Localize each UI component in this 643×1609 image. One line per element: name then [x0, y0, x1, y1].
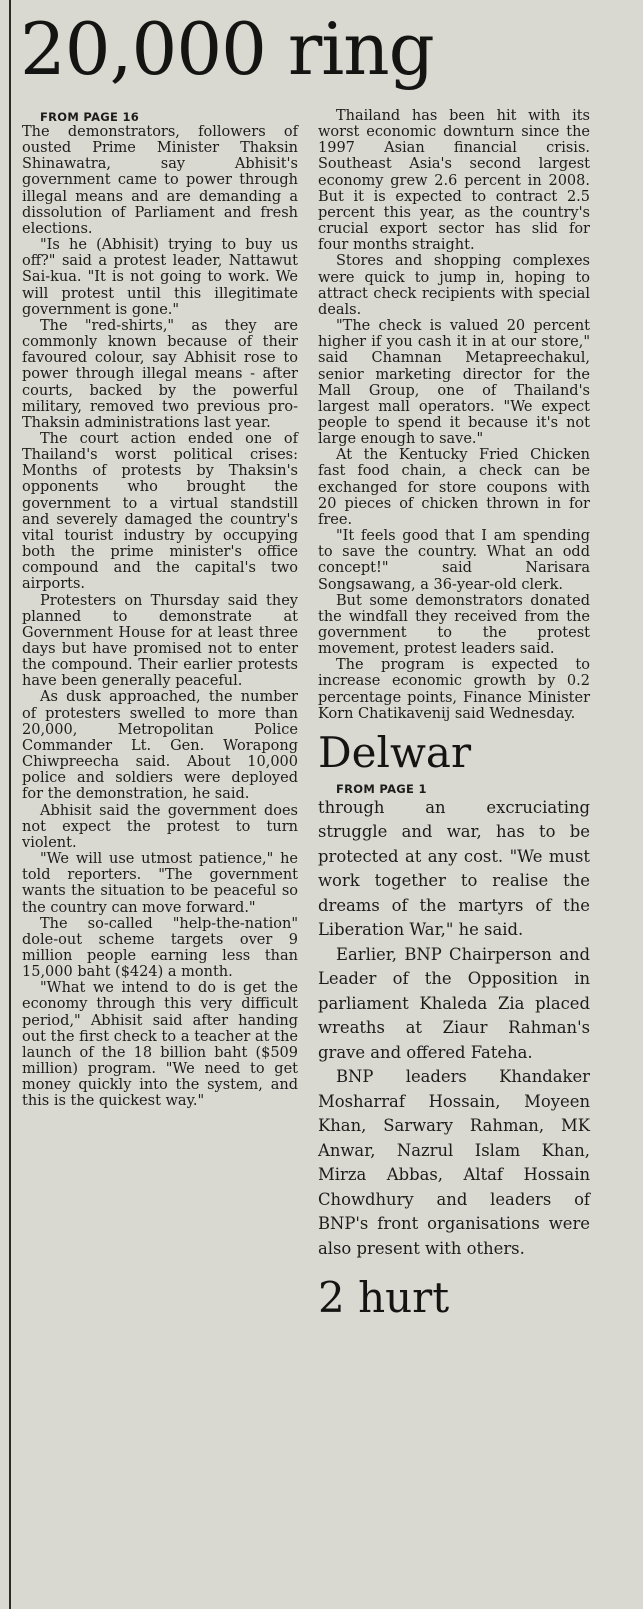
from-page-label: FROM PAGE 1	[336, 781, 427, 796]
paragraph: But some demonstrators donated the windfall they received from the government to the protest movement, protest leaders said.	[318, 592, 590, 658]
article-right-column	[318, 108, 590, 1321]
paragraph: "The check is valued 20 percent higher if you cash it in at our store," said Chamnan Metapreechakul, senior marketing director for the Mall Group, one of Thailand's largest mall operators. "We expect people to spend it because it's not large enough to save."	[318, 318, 590, 448]
paragraph: The so-called "help-the-nation" dole-out scheme targets over 9 million people earning less than 15,000 baht ($424) a month.	[22, 915, 298, 981]
paragraph: "Is he (Abhisit) trying to buy us off?" said a protest leader, Nattawut Sai-kua. "It is not going to work. We will protest until this illegitimate government is gone."	[22, 237, 298, 318]
paragraph: As dusk approached, the number of protesters swelled to more than 20,000, Metropolitan Police Commander Lt. Gen. Worapong Chiwpreecha said. About 10,000 police and soldiers were deployed for the demonstration, he said.	[22, 689, 298, 803]
paragraph: Thailand has been hit with its worst economic downturn since the 1997 Asian financial crisis. Southeast Asia's second largest economy grew 2.6 percent in 2008. But it is expected to contract 2.5 percent this year, as the country's crucial export sector has slid for four months straight.	[318, 108, 590, 254]
paragraph: The "red-shirts," as they are commonly known because of their favoured colour, say Abhisit rose to power through illegal means - after courts, backed by the powerful military, removed two previous pro-Thaksin administrations last year.	[22, 317, 298, 431]
paragraph: "It feels good that I am spending to save the country. What an odd concept!" said Narisara Songsawang, a 36-year-old clerk.	[318, 528, 590, 593]
paragraph: The demonstrators, followers of ousted Prime Minister Thaksin Shinawatra, say Abhisit's government came to power through illegal means and are demanding a dissolution of Parliament and fresh elections.	[22, 124, 298, 237]
delwar-headline: Delwar	[318, 727, 472, 777]
paragraph: Protesters on Thursday said they planned to demonstrate at Government House for at least three days but have promised not to enter the compound. Their earlier protests have been generally peaceful.	[22, 592, 298, 690]
paragraph: Abhisit said the government does not expect the protest to turn violent.	[22, 802, 298, 851]
paragraph: through an excruciating struggle and war, has to be protected at any cost. "We must work together to realise the dreams of the martyrs of the Liberation War," he said.	[318, 797, 590, 940]
paragraph: "We will use utmost patience," he told reporters. "The government wants the situation to be peaceful so the country can move forward."	[22, 851, 298, 916]
paragraph: Stores and shopping complexes were quick to jump in, hoping to attract check recipients with special deals.	[318, 253, 590, 318]
paragraph: The program is expected to increase economic growth by 0.2 percentage points, Finance Minister Korn Chatikavenij said Wednesday.	[318, 657, 590, 722]
column-rule	[9, 0, 11, 1609]
headline: 20,000 ring	[20, 7, 434, 91]
paragraph: Earlier, BNP Chairperson and Leader of the Opposition in parliament Khaleda Zia placed wreaths at Ziaur Rahman's grave and offered Fateha.	[318, 944, 590, 1062]
next-headline: 2 hurt	[318, 1273, 450, 1323]
paragraph: At the Kentucky Fried Chicken fast food chain, a check can be exchanged for store coupons with 20 pieces of chicken thrown in for free.	[318, 447, 590, 528]
delwar-article	[318, 796, 590, 1262]
paragraph: "What we intend to do is get the economy through this very difficult period," Abhisit said after handing out the first check to a teacher at the launch of the 18 billion baht ($509 million) program. "We need to get money quickly into the system, and this is the quickest way."	[22, 980, 298, 1110]
paragraph: The court action ended one of Thailand's worst political crises: Months of protests by Thaksin's opponents who brought the government to a virtual standstill and severely damaged the country's vital tourist industry by occupying both the prime minister's office compound and the capital's two airports.	[22, 430, 298, 593]
article-left-column	[22, 110, 298, 1110]
paragraph: BNP leaders Khandaker Mosharraf Hossain, Moyeen Khan, Sarwary Rahman, MK Anwar, Nazrul Islam Khan, Mirza Abbas, Altaf Hossain Chowdhury and leaders of BNP's front organisations were also present with others.	[318, 1067, 590, 1258]
from-page-label: FROM PAGE 16	[40, 110, 140, 124]
